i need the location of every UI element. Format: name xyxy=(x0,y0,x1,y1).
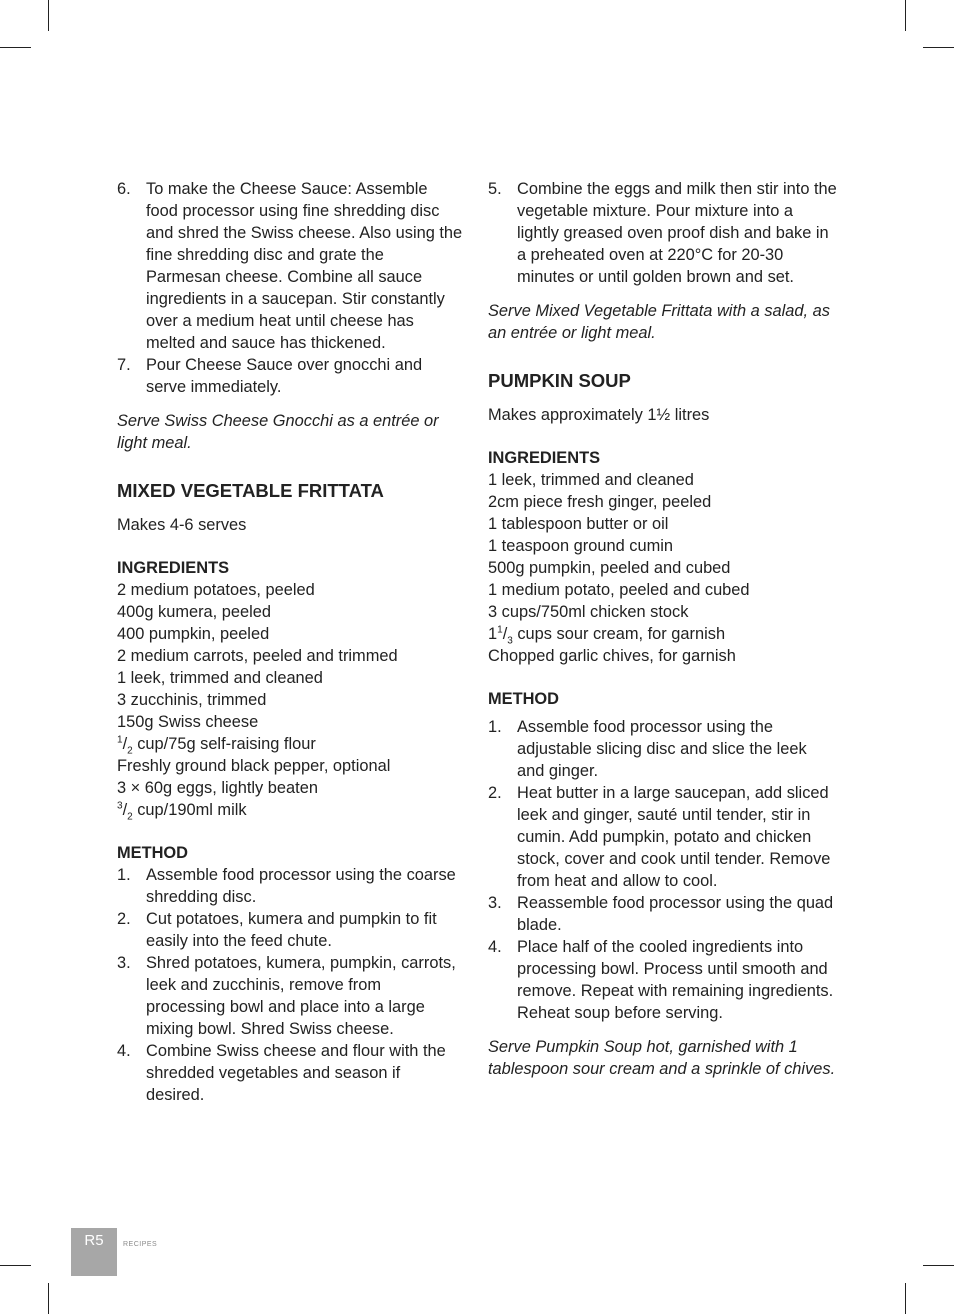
step-item: 4. Place half of the cooled ingredients into processing bowl. Process until smooth and remove. Repeat with remaining ingredients. Reheat soup before serving. xyxy=(488,938,834,1022)
crop-mark xyxy=(48,0,49,31)
crop-mark xyxy=(0,47,31,48)
ingredient-item: $^3/_2$ cup/190ml milk xyxy=(117,800,247,823)
page-number-badge xyxy=(71,1228,117,1276)
ingredients-heading: INGREDIENTS xyxy=(488,449,601,467)
ingredients-heading: INGREDIENTS xyxy=(117,559,230,577)
step-item: 2. Heat butter in a large saucepan, add sliced leek and ginger, sauté until tender, stir in cumin. Add pumpkin, potato and chicken stock, cover and cook until tender. Remove from heat and allow to cool. xyxy=(488,784,831,890)
serve-note: Serve Pumpkin Soup hot, garnished with 1 tablespoon sour cream and a sprinkle of chives. xyxy=(488,1038,836,1078)
ingredient-item: Chopped garlic chives, for garnish xyxy=(488,647,736,665)
ingredient-item: 150g Swiss cheese xyxy=(117,713,259,731)
ingredient-item: Freshly ground black pepper, optional xyxy=(117,757,391,775)
ingredient-item: 3 zucchinis, trimmed xyxy=(117,691,267,709)
crop-mark xyxy=(905,1283,906,1314)
method-heading: METHOD xyxy=(488,690,560,708)
recipe-yield: Makes approximately 1½ litres xyxy=(488,406,710,424)
ingredient-item: 1 tablespoon butter or oil xyxy=(488,515,669,533)
step-item: 5. Combine the eggs and milk then stir into the vegetable mixture. Pour mixture into a lightly greased oven proof dish and bake in a preheated oven at 220°C for 20-30 minutes or until golden brown and set. xyxy=(488,180,837,286)
ingredients-list xyxy=(488,469,838,667)
crop-mark xyxy=(923,1265,954,1266)
recipe-yield: Makes 4-6 serves xyxy=(117,516,247,534)
step-item: 3. Reassemble food processor using the quad blade. xyxy=(488,894,834,934)
crop-mark xyxy=(48,1283,49,1314)
ingredient-item: 2 medium potatoes, peeled xyxy=(117,581,315,599)
method-list xyxy=(117,864,463,1106)
step-item: 1. Assemble food processor using the adjustable slicing disc and slice the leek and ginger. xyxy=(488,718,807,780)
ingredient-item: 1 leek, trimmed and cleaned xyxy=(488,471,694,489)
ingredient-item: 400g kumera, peeled xyxy=(117,603,271,621)
ingredient-item: $^1/_2$ cup/75g self-raising flour xyxy=(117,734,316,757)
ingredient-item: 2 medium carrots, peeled and trimmed xyxy=(117,647,398,665)
ingredient-item: 3 × 60g eggs, lightly beaten xyxy=(117,779,318,797)
gnocchi-steps xyxy=(117,178,463,398)
step-item: 7. Pour Cheese Sauce over gnocchi and serve immediately. xyxy=(117,356,423,396)
crop-mark xyxy=(0,1265,31,1266)
ingredient-item: 400 pumpkin, peeled xyxy=(117,625,270,643)
step-item: 1. Assemble food processor using the coarse shredding disc. xyxy=(117,866,456,906)
step-item: 2. Cut potatoes, kumera and pumpkin to fit easily into the feed chute. xyxy=(117,910,437,950)
ingredients-list xyxy=(117,579,463,821)
ingredient-item: 1 leek, trimmed and cleaned xyxy=(117,669,323,687)
ingredient-item: 2cm piece fresh ginger, peeled xyxy=(488,493,712,511)
page-number: R5 xyxy=(84,1232,104,1249)
method-list xyxy=(488,716,838,1024)
step-item: 3. Shred potatoes, kumera, pumpkin, carrots, leek and zucchinis, remove from processing bowl and place into a large mixing bowl. Shred Swiss cheese. xyxy=(117,954,456,1038)
recipe-title: PUMPKIN SOUP xyxy=(488,370,631,391)
ingredient-item: 3 cups/750ml chicken stock xyxy=(488,603,689,621)
right-column xyxy=(488,178,838,1080)
ingredient-item: 1 teaspoon ground cumin xyxy=(488,537,673,555)
left-column xyxy=(117,178,463,1106)
ingredient-item: 1 medium potato, peeled and cubed xyxy=(488,581,750,599)
section-label: RECIPES xyxy=(123,1241,158,1248)
frittata-steps-continued xyxy=(488,178,838,288)
serve-note: Serve Mixed Vegetable Frittata with a salad, as an entrée or light meal. xyxy=(488,302,830,342)
step-item: 6. To make the Cheese Sauce: Assemble food processor using fine shredding disc and shred the Swiss cheese. Also using the fine shredding disc and grate the Parmesan cheese. Combine all sauce ingredients in a saucepan. Stir constantly over a medium heat until cheese has melted and sauce has thickened. xyxy=(117,180,463,352)
step-item: 4. Combine Swiss cheese and flour with the shredded vegetables and season if desired. xyxy=(117,1042,446,1104)
serve-note: Serve Swiss Cheese Gnocchi as a entrée or light meal. xyxy=(117,412,439,452)
ingredient-item: 500g pumpkin, peeled and cubed xyxy=(488,559,731,577)
crop-mark xyxy=(923,47,954,48)
crop-mark xyxy=(905,0,906,31)
ingredient-item: $1^1/_3$ cups sour cream, for garnish xyxy=(488,624,726,647)
recipe-title: MIXED VEGETABLE FRITTATA xyxy=(117,480,384,501)
method-heading: METHOD xyxy=(117,844,189,862)
